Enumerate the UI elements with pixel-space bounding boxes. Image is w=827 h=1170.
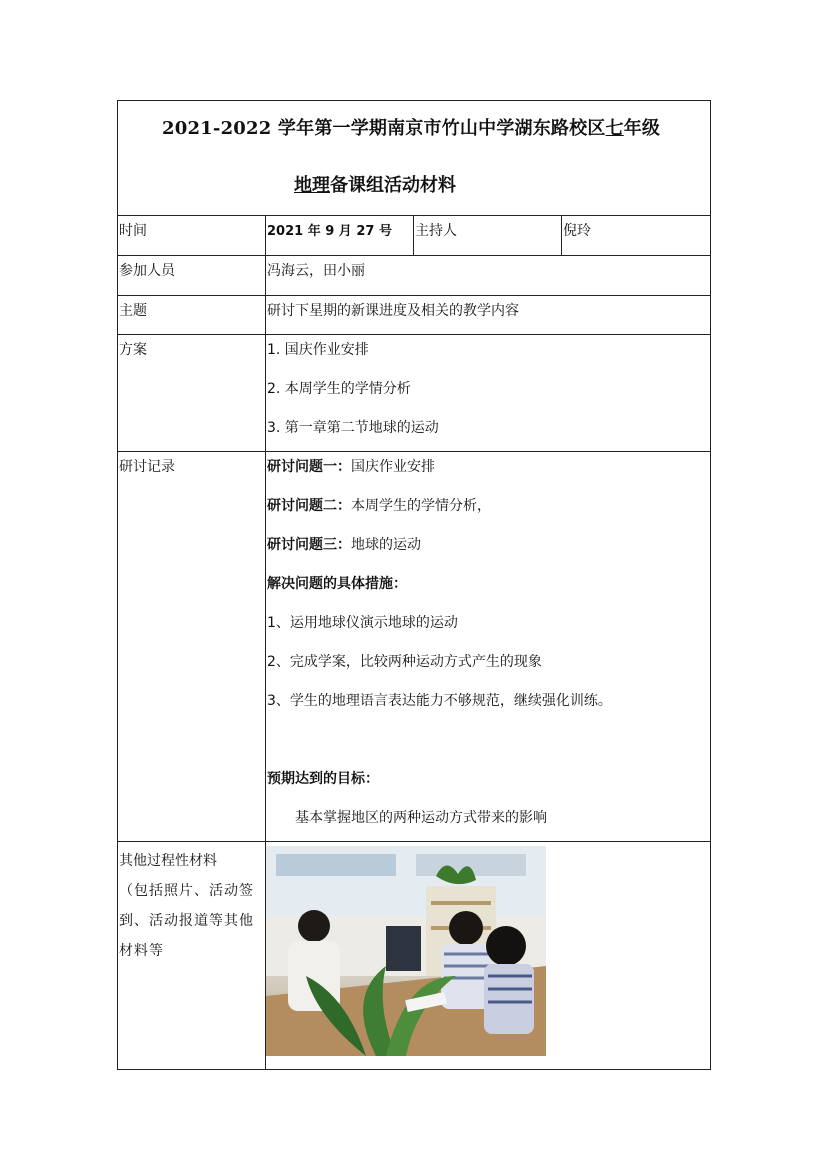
question-3-label: 研讨问题三： [267,537,351,553]
time-value: 2021 年 9 月 27 号 [266,216,414,256]
title-grade: 七 [605,118,624,139]
photo-cell [266,842,711,1070]
activity-photo-image [266,846,546,1056]
measure-item: 3、学生的地理语言表达能力不够规范，继续强化训练。 [267,693,612,709]
record-question-3 [267,534,709,573]
plan-item: 1. 国庆作业安排 [267,342,369,358]
title-school: 2021-2022 学年第一学期南京市竹山中学湖东路校区 [162,118,606,139]
question-3-text: 地球的运动 [351,537,421,553]
question-2-label: 研讨问题二： [267,498,351,514]
activity-photo [266,846,546,1056]
plan-item: 3. 第一章第二节地球的运动 [267,420,439,436]
activity-document [117,100,710,1070]
plan-label: 方案 [118,335,266,452]
title-grade-suffix: 年级 [623,118,661,139]
time-label: 时间 [118,216,266,256]
goal-text: 基本掌握地区的两种运动方式带来的影响 [295,810,547,826]
other-materials-title: 其他过程性材料 [119,853,217,869]
record-label: 研讨记录 [118,452,266,842]
title-subject: 地理 [294,175,330,196]
question-2-text: 本周学生的学情分析， [351,498,491,514]
topic-label: 主题 [118,296,266,335]
question-1-text: 国庆作业安排 [351,459,435,475]
goal-title: 预期达到的目标： [267,771,379,787]
plan-item: 2. 本周学生的学情分析 [267,381,411,397]
document-title-line1 [162,114,660,140]
question-1-label: 研讨问题一： [267,459,351,475]
other-materials-label [118,842,266,1070]
participants-value: 冯海云，田小丽 [266,256,711,296]
record-value [266,452,711,842]
record-question-1 [267,456,709,495]
topic-value: 研讨下星期的新课进度及相关的教学内容 [266,296,711,335]
title-rest: 备课组活动材料 [330,175,456,196]
participants-label: 参加人员 [118,256,266,296]
measure-item: 1、运用地球仪演示地球的运动 [267,615,458,631]
host-label: 主持人 [414,216,562,256]
activity-table [117,100,711,1070]
plan-value [266,335,711,452]
record-question-2 [267,495,709,534]
measures-title: 解决问题的具体措施： [267,576,407,592]
measure-item: 2、完成学案，比较两种运动方式产生的现象 [267,654,542,670]
host-value: 倪玲 [562,216,711,256]
title-cell [118,101,711,216]
document-title-line2 [294,171,456,197]
other-materials-note: （包括照片、活动签到、活动报道等其他材料等 [119,883,254,959]
